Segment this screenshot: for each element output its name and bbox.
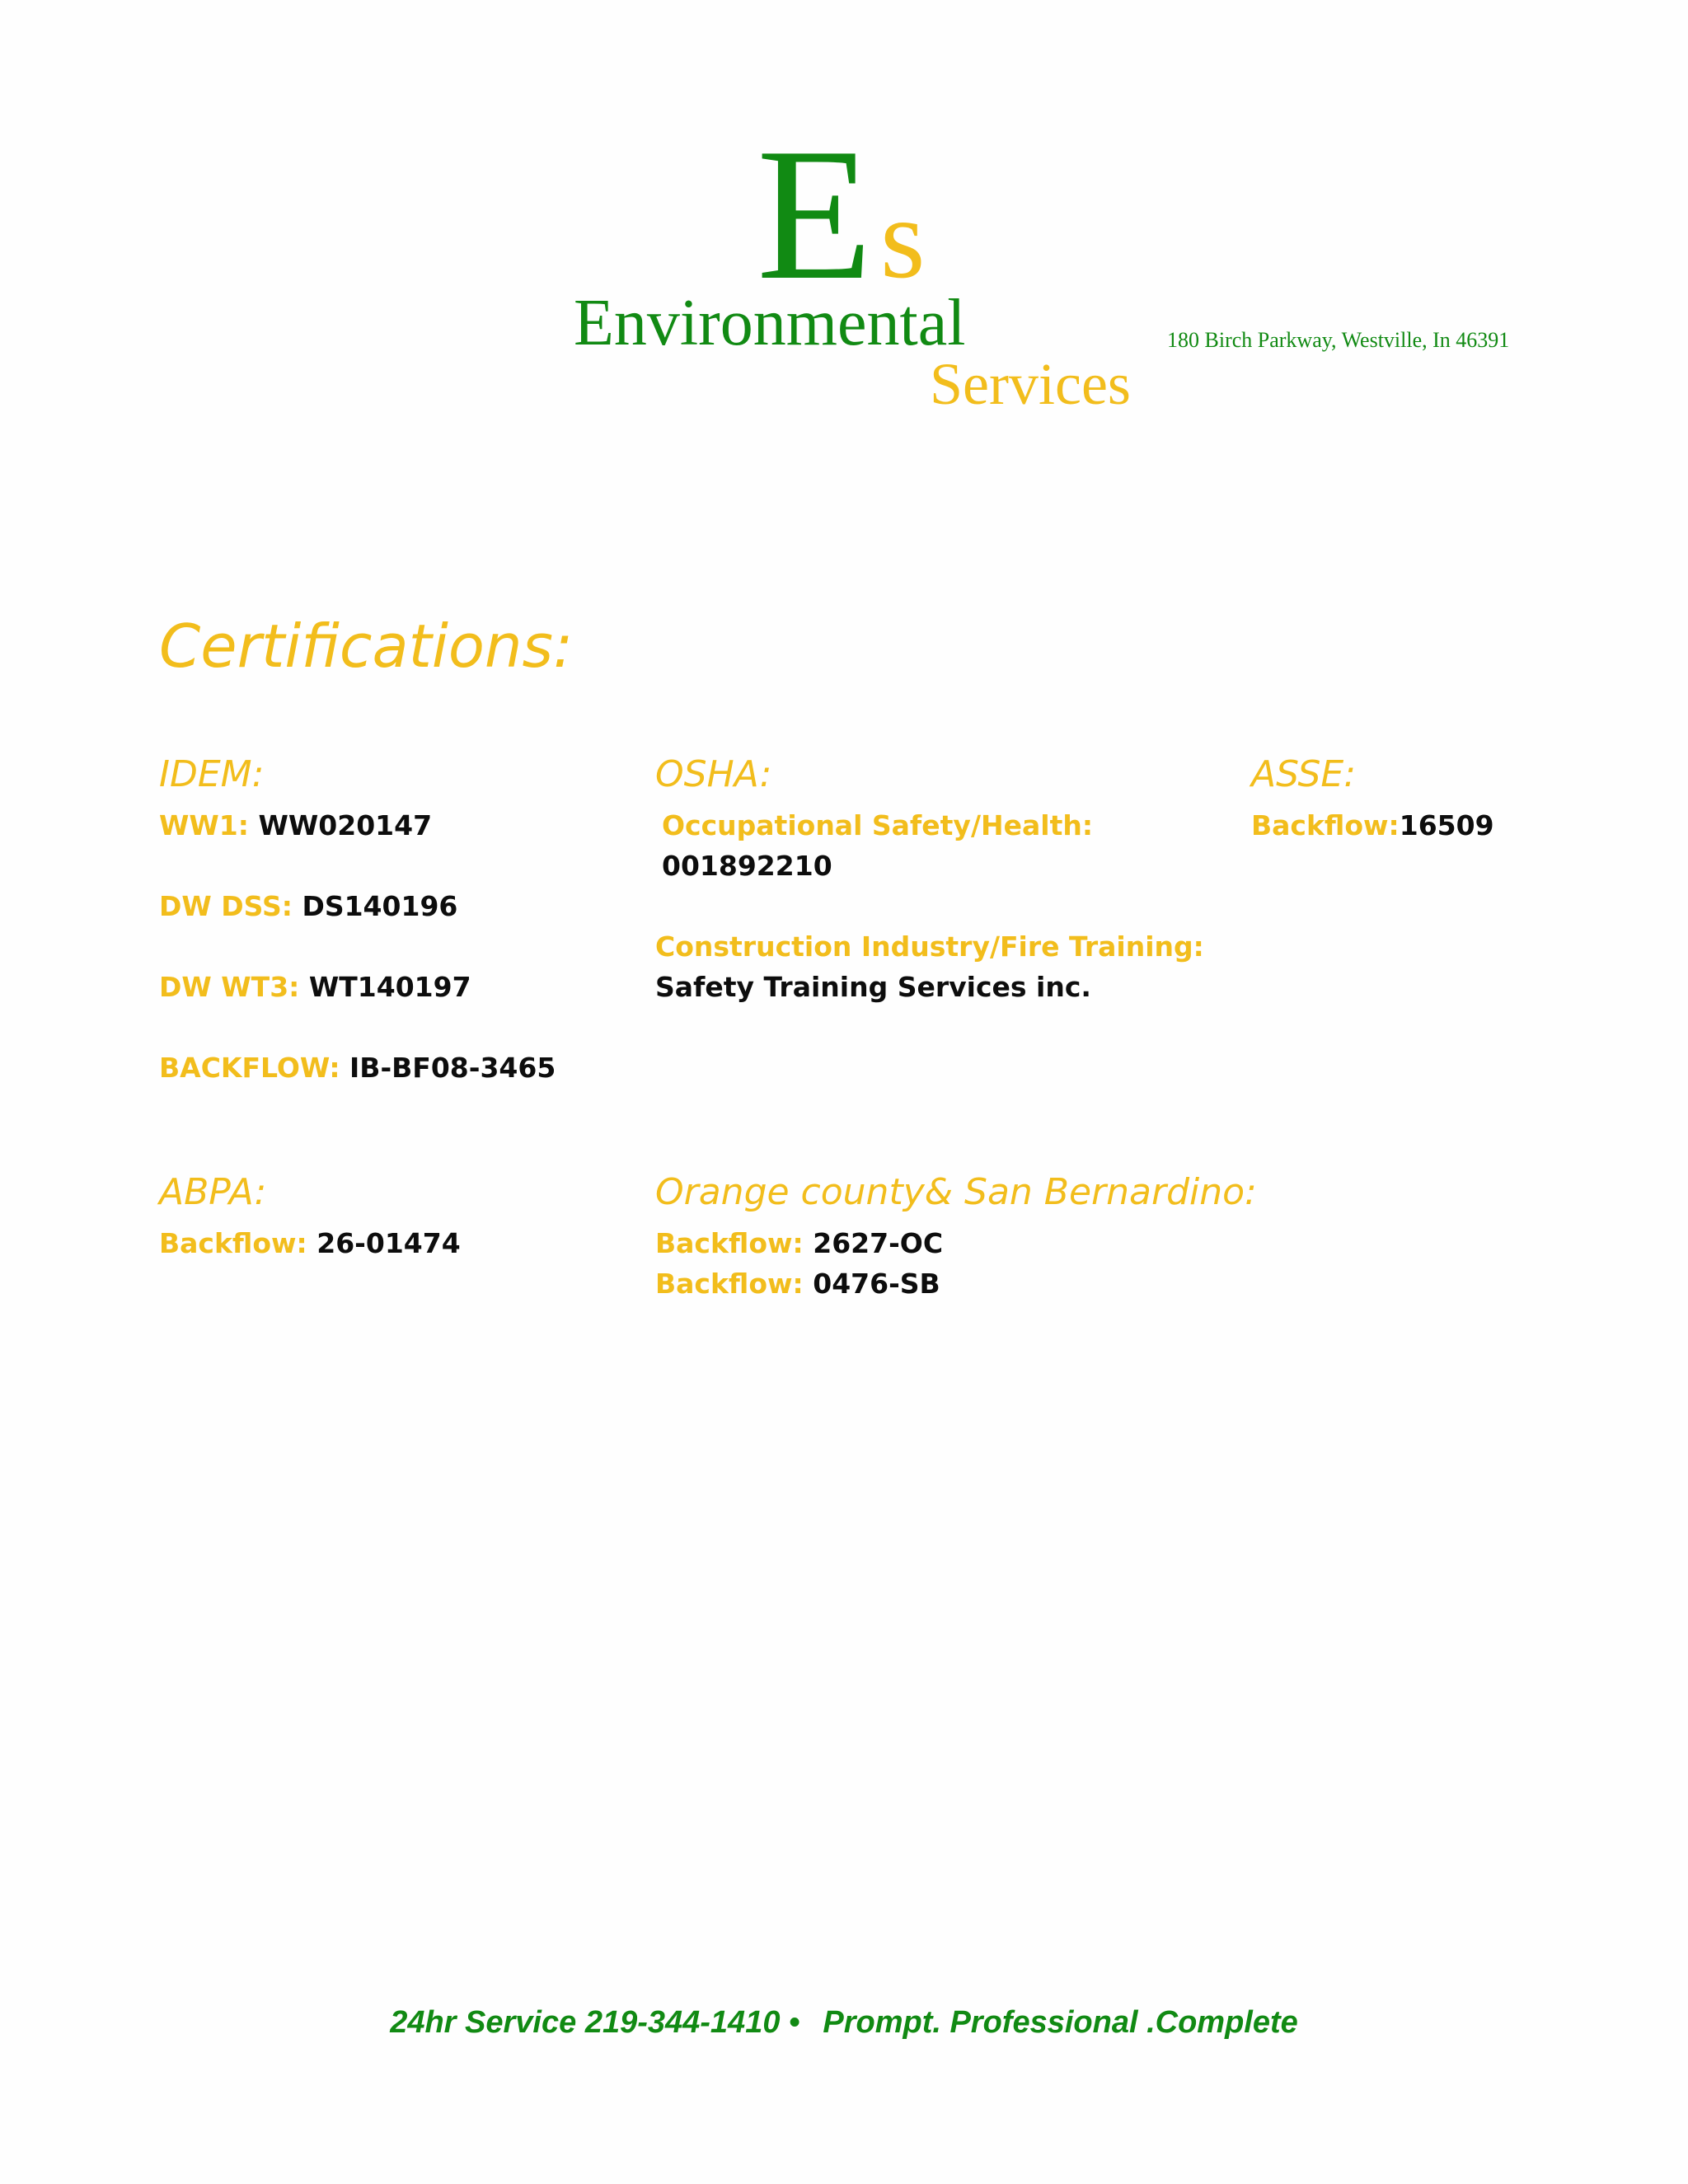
cert-entry: [655, 1268, 940, 1300]
cert-entry: [1251, 809, 1494, 841]
cert-label: Backflow:: [1251, 809, 1400, 841]
cert-entry: [159, 809, 433, 841]
logo-letter-e: E: [757, 109, 873, 319]
cert-value: 16509: [1399, 809, 1494, 841]
company-address: 180 Birch Parkway, Westville, In 46391: [1167, 328, 1510, 352]
cert-value: 0476-SB: [813, 1268, 940, 1300]
cert-label: Backflow:: [655, 1268, 804, 1300]
section-heading: Orange county& San Bernardino:: [655, 1171, 1257, 1213]
cert-label: DW DSS:: [159, 890, 293, 922]
page-title: Certifications:: [159, 612, 574, 681]
cert-value: Safety Training Services inc.: [655, 971, 1091, 1003]
cert-label: BACKFLOW:: [159, 1052, 340, 1084]
footer-slogan: Prompt. Professional .Complete: [823, 2005, 1298, 2040]
cert-entry: [159, 1052, 556, 1084]
cert-label: DW WT3:: [159, 971, 300, 1003]
footer-service-phone: 24hr Service 219-344-1410: [390, 2005, 781, 2040]
logo-letter-s: s: [880, 175, 926, 302]
footer-tagline: [0, 2007, 1688, 2038]
logo-word-services: Services: [930, 351, 1131, 417]
cert-value: 26-01474: [316, 1227, 461, 1259]
cert-entry: [159, 1227, 461, 1259]
cert-value: 2627-OC: [813, 1227, 944, 1259]
section-heading: ABPA:: [159, 1171, 267, 1213]
cert-entry: [159, 973, 471, 1001]
cert-value: DS140196: [302, 890, 458, 922]
cert-label: Backflow:: [655, 1227, 804, 1259]
cert-value: IB-BF08-3465: [349, 1052, 556, 1084]
logo-word-environmental: Environmental: [574, 287, 966, 359]
footer-bullet: •: [789, 2005, 800, 2040]
cert-entry: [655, 1227, 944, 1259]
cert-value: WW020147: [258, 809, 433, 841]
cert-label: Backflow:: [159, 1227, 307, 1259]
section-heading: IDEM:: [159, 753, 265, 795]
section-heading: ASSE:: [1251, 753, 1357, 795]
cert-value: 001892210: [662, 850, 832, 882]
cert-entry: [159, 890, 458, 922]
cert-label: Occupational Safety/Health:: [662, 809, 1094, 841]
cert-value: WT140197: [308, 971, 471, 1003]
section-heading: OSHA:: [655, 753, 772, 795]
cert-label: Construction Industry/Fire Training:: [655, 930, 1204, 963]
cert-label: WW1:: [159, 809, 249, 841]
